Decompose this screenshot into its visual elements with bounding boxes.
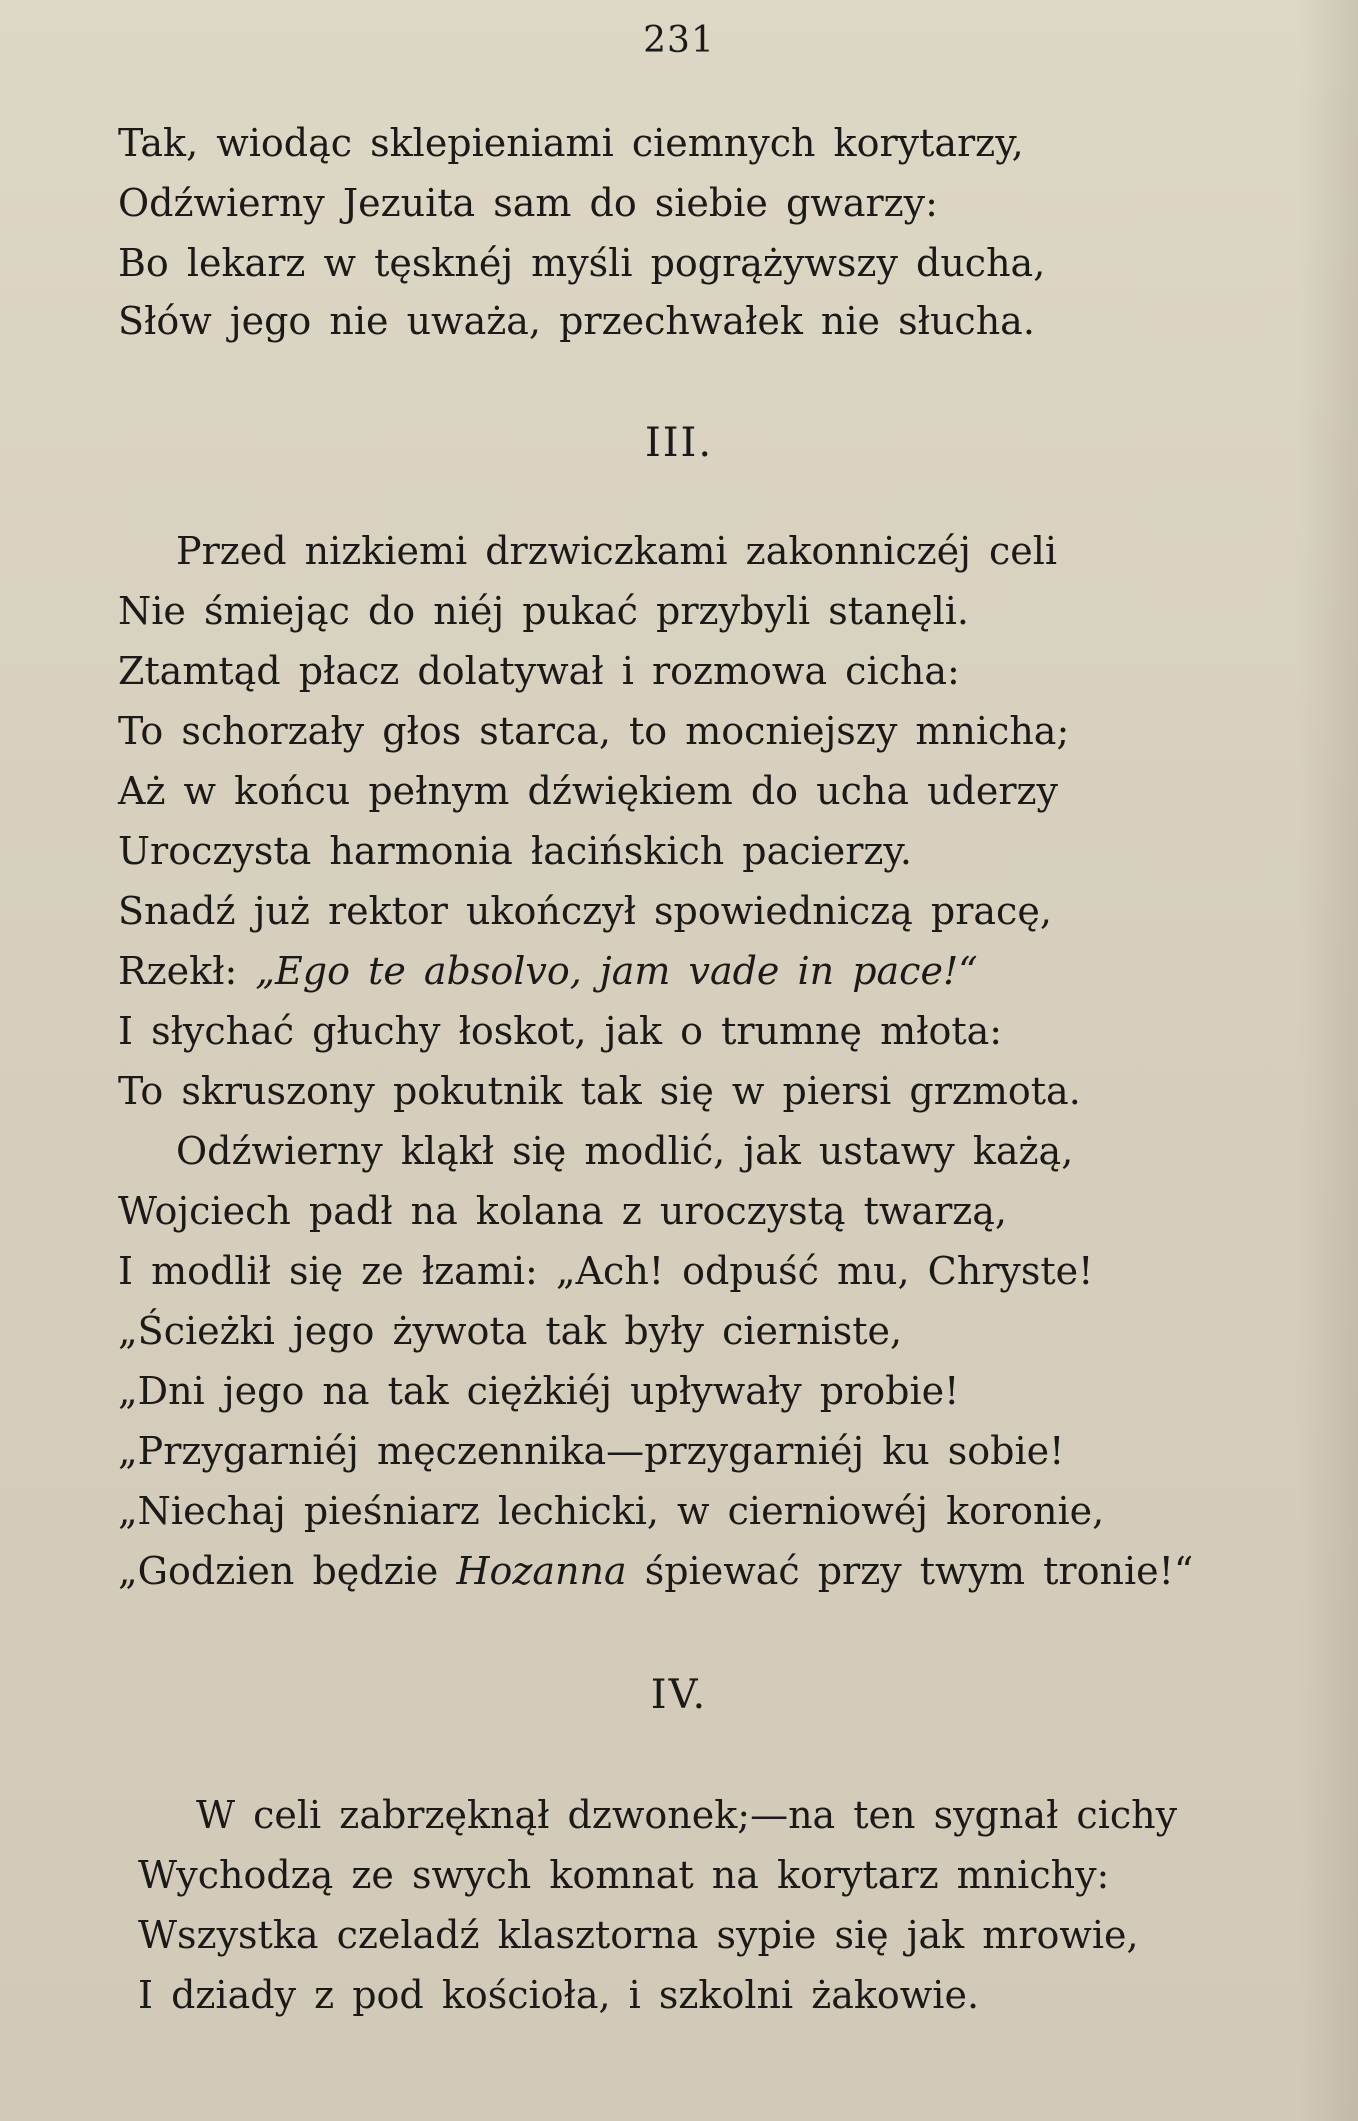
stanza-2-line-10: To skruszony pokutnik tak się w piersi grzmota. <box>118 1069 1081 1113</box>
stanza-2-line-11: Odźwierny kląkł się modlić, jak ustawy każą, <box>176 1129 1074 1173</box>
section-heading-iv: IV. <box>650 1672 708 1718</box>
stanza-2-line-13: I modlił się ze łzami: „Ach! odpuść mu, Chryste! <box>118 1249 1094 1293</box>
stanza-3-line-4: I dziady z pod kościoła, i szkolni żakowie. <box>138 1973 980 2017</box>
stanza-2-line-2: Nie śmiejąc do niéj pukać przybyli stanęli. <box>118 589 969 633</box>
stanza-2-line-15: „Dni jego na tak ciężkiéj upływały probie! <box>118 1369 960 1413</box>
latin-absolution: „Ego te absolvo, jam vade in pace!“ <box>255 949 978 993</box>
stanza-2-line-17: „Niechaj pieśniarz lechicki, w cierniowéj koronie, <box>118 1489 1105 1533</box>
stanza-3-line-1: W celi zabrzęknął dzwonek;—na ten sygnał cichy <box>196 1793 1178 1837</box>
stanza-2-line-7: Snadź już rektor ukończył spowiedniczą pracę, <box>118 889 1052 933</box>
stanza-2-line-14: „Ścieżki jego żywota tak były cierniste, <box>118 1309 903 1353</box>
stanza-2-line-1: Przed nizkiemi drzwiczkami zakonniczéj celi <box>176 529 1058 573</box>
stanza-2-line-4: To schorzały głos starca, to mocniejszy mnicha; <box>118 709 1070 753</box>
stanza-2-line-12: Wojciech padł na kolana z uroczystą twarzą, <box>118 1189 1007 1233</box>
section-heading-iii: III. <box>644 420 714 466</box>
stanza-2-line-16: „Przygarniéj męczennika—przygarniéj ku sobie! <box>118 1429 1065 1473</box>
stanza-1-line-1: Tak, wiodąc sklepieniami ciemnych korytarzy, <box>118 121 1024 165</box>
page-number: 231 <box>643 20 715 61</box>
hozanna-word: Hozanna <box>456 1549 627 1593</box>
stanza-2-line-8 <box>118 948 978 994</box>
stanza-2-line-9: I słychać głuchy łoskot, jak o trumnę młota: <box>118 1009 1003 1053</box>
stanza-1-line-2: Odźwierny Jezuita sam do siebie gwarzy: <box>118 181 938 225</box>
stanza-2-line-3: Ztamtąd płacz dolatywał i rozmowa cicha: <box>118 649 960 693</box>
stanza-1-line-3: Bo lekarz w tęsknéj myśli pogrążywszy ducha, <box>118 241 1046 285</box>
stanza-1-line-4: Słów jego nie uważa, przechwałek nie słucha. <box>118 299 1035 343</box>
last-line-suffix: śpiewać przy twym tronie!“ <box>626 1549 1194 1593</box>
stanza-2-line-6: Uroczysta harmonia łacińskich pacierzy. <box>118 829 912 873</box>
last-line-prefix: „Godzien będzie <box>118 1549 457 1593</box>
stanza-2-line-5: Aż w końcu pełnym dźwiękiem do ucha uderzy <box>118 769 1059 813</box>
stanza-3-line-2: Wychodzą ze swych komnat na korytarz mnichy: <box>138 1853 1110 1897</box>
stanza-3-line-3: Wszystka czeladź klasztorna sypie się jak mrowie, <box>138 1913 1139 1957</box>
stanza-2-line-18 <box>118 1548 1193 1594</box>
rzekl-prefix: Rzekł: <box>118 949 256 993</box>
